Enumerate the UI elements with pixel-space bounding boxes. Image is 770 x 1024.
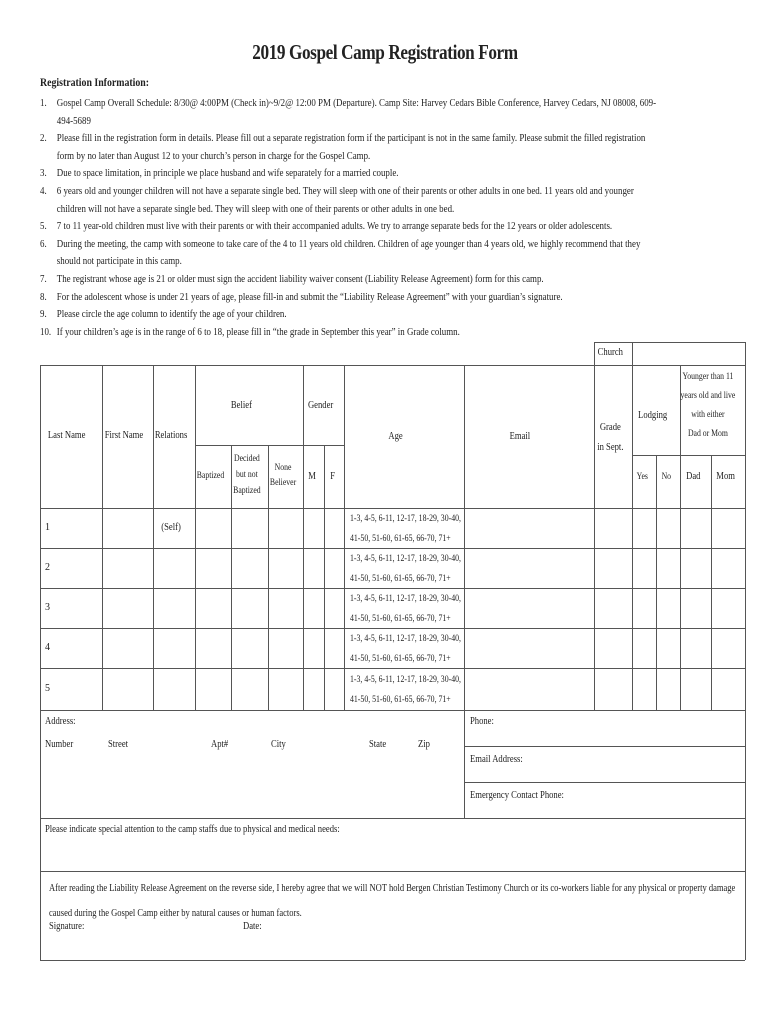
age-options[interactable]: 1-3, 4-5, 6-11, 12-17, 18-29, 30-40, 41-50, 51-60, 61-65, 66-70, 71+: [350, 593, 461, 623]
age-header: Age: [388, 431, 403, 442]
age-options[interactable]: 1-3, 4-5, 6-11, 12-17, 18-29, 30-40, 41-50, 51-60, 61-65, 66-70, 71+: [350, 633, 461, 663]
address-city-label: City: [271, 739, 286, 750]
grade-header: Grade in Sept.: [597, 422, 624, 453]
note-item: 1. Gospel Camp Overall Schedule: 8/30@ 4:00PM (Check in)~9/2@ 12:00 PM (Departure). Camp Site: Harvey Cedars Bible Conference, Harvey Cedars, NJ 08008, 609-494-5689: [40, 98, 657, 127]
address-label: Address:: [45, 716, 76, 727]
age-options[interactable]: 1-3, 4-5, 6-11, 12-17, 18-29, 30-40, 41-50, 51-60, 61-65, 66-70, 71+: [350, 553, 461, 583]
row-number: 4: [45, 642, 50, 653]
address-apt-label: Apt#: [211, 739, 229, 750]
age-options[interactable]: 1-3, 4-5, 6-11, 12-17, 18-29, 30-40, 41-50, 51-60, 61-65, 66-70, 71+: [350, 674, 461, 704]
church-label: Church: [597, 347, 623, 358]
address-zip-label: Zip: [418, 739, 430, 750]
registration-notes-list: [40, 95, 662, 341]
special-attention-label: Please indicate special attention to the camp staffs due to physical and medical needs:: [45, 824, 340, 835]
address-number-label: Number: [45, 739, 74, 750]
form-title: 2019 Gospel Camp Registration Form: [252, 40, 518, 64]
email-header: Email: [509, 431, 531, 442]
gender-f-header: F: [330, 471, 335, 482]
last-name-header: Last Name: [47, 430, 86, 441]
gender-m-header: M: [308, 471, 316, 482]
note-item: 2. Please fill in the registration form in details. Please fill out a separate registration form if the participant is not in the same family. Please submit the filled registration form by no later than August 12 to your church’s person in charge for the Gospel Camp.: [40, 133, 646, 162]
younger-than-11-header: Younger than 11 years old and live with either Dad or Mom: [680, 371, 736, 438]
lodging-yes-header: Yes: [636, 471, 648, 481]
address-state-label: State: [369, 739, 387, 750]
note-item: 6. During the meeting, the camp with someone to take care of the 4 to 11 years old children. Children of age younger than 4 years old, we highly recommend that they should not participate in this camp.: [40, 238, 641, 268]
row-number: 3: [45, 602, 50, 613]
belief-header: Belief: [230, 400, 252, 411]
note-item: 7. The registrant whose age is 21 or older must sign the accident liability waiver consent (Liability Release Agreement) form for this camp.: [40, 273, 544, 285]
relation-cell: (Self): [161, 522, 181, 533]
note-item: 4. 6 years old and younger children will not have a separate single bed. They will sleep with one of their parents or other adults in one bed. 11 years old and younger children will not have a separate single bed. They will sleep with one of their parents or other adults in one bed.: [40, 185, 634, 215]
baptized-header: Baptized: [196, 470, 225, 480]
signature-label: Signature:: [49, 921, 85, 932]
lodging-header: Lodging: [638, 410, 668, 421]
address-field[interactable]: [41, 752, 463, 817]
dad-header: Dad: [686, 471, 701, 482]
first-name-header: First Name: [104, 430, 144, 441]
special-attention-field[interactable]: [41, 838, 744, 870]
liability-agreement-text: After reading the Liability Release Agreement on the reverse side, I hereby agree that we will NOT hold Bergen Christian Testimony Church or its co-workers liable for any physical or property damage caused during the Gospel Camp either by natural causes or human factors.: [49, 883, 736, 919]
row-number: 2: [45, 562, 50, 573]
lodging-no-header: No: [661, 471, 672, 481]
church-field[interactable]: [633, 343, 744, 364]
phone-label: Phone:: [470, 716, 494, 727]
gender-header: Gender: [307, 400, 334, 411]
none-believer-header: None Believer: [269, 462, 297, 487]
mom-header: Mom: [716, 471, 735, 482]
registration-info-heading: Registration Information:: [40, 75, 150, 89]
note-item: 3. Due to space limitation, in principle we place husband and wife separately for a married couple.: [40, 168, 399, 180]
row-number: 5: [45, 683, 50, 694]
note-item: 5. 7 to 11 year-old children must live with their parents or with their accompanied adults. We try to arrange separate beds for the 12 years or older adolescents.: [40, 221, 613, 233]
address-street-label: Street: [108, 739, 129, 750]
date-label: Date:: [243, 921, 262, 932]
age-options[interactable]: 1-3, 4-5, 6-11, 12-17, 18-29, 30-40, 41-50, 51-60, 61-65, 66-70, 71+: [350, 513, 461, 543]
note-item: 8. For the adolescent whose is under 21 years of age, please fill-in and submit the “Liability Release Agreement” with your guardian’s signature.: [40, 291, 563, 303]
email-address-label: Email Address:: [470, 754, 523, 765]
note-item: 10. If your children’s age is in the range of 6 to 18, please fill in “the grade in September this year” in Grade column.: [40, 326, 460, 338]
emergency-contact-label: Emergency Contact Phone:: [470, 790, 564, 801]
decided-not-baptized-header: Decided but not Baptized: [233, 453, 261, 495]
row-number: 1: [45, 522, 50, 533]
relations-header: Relations: [154, 430, 188, 441]
note-item: 9. Please circle the age column to identify the age of your children.: [40, 309, 287, 321]
